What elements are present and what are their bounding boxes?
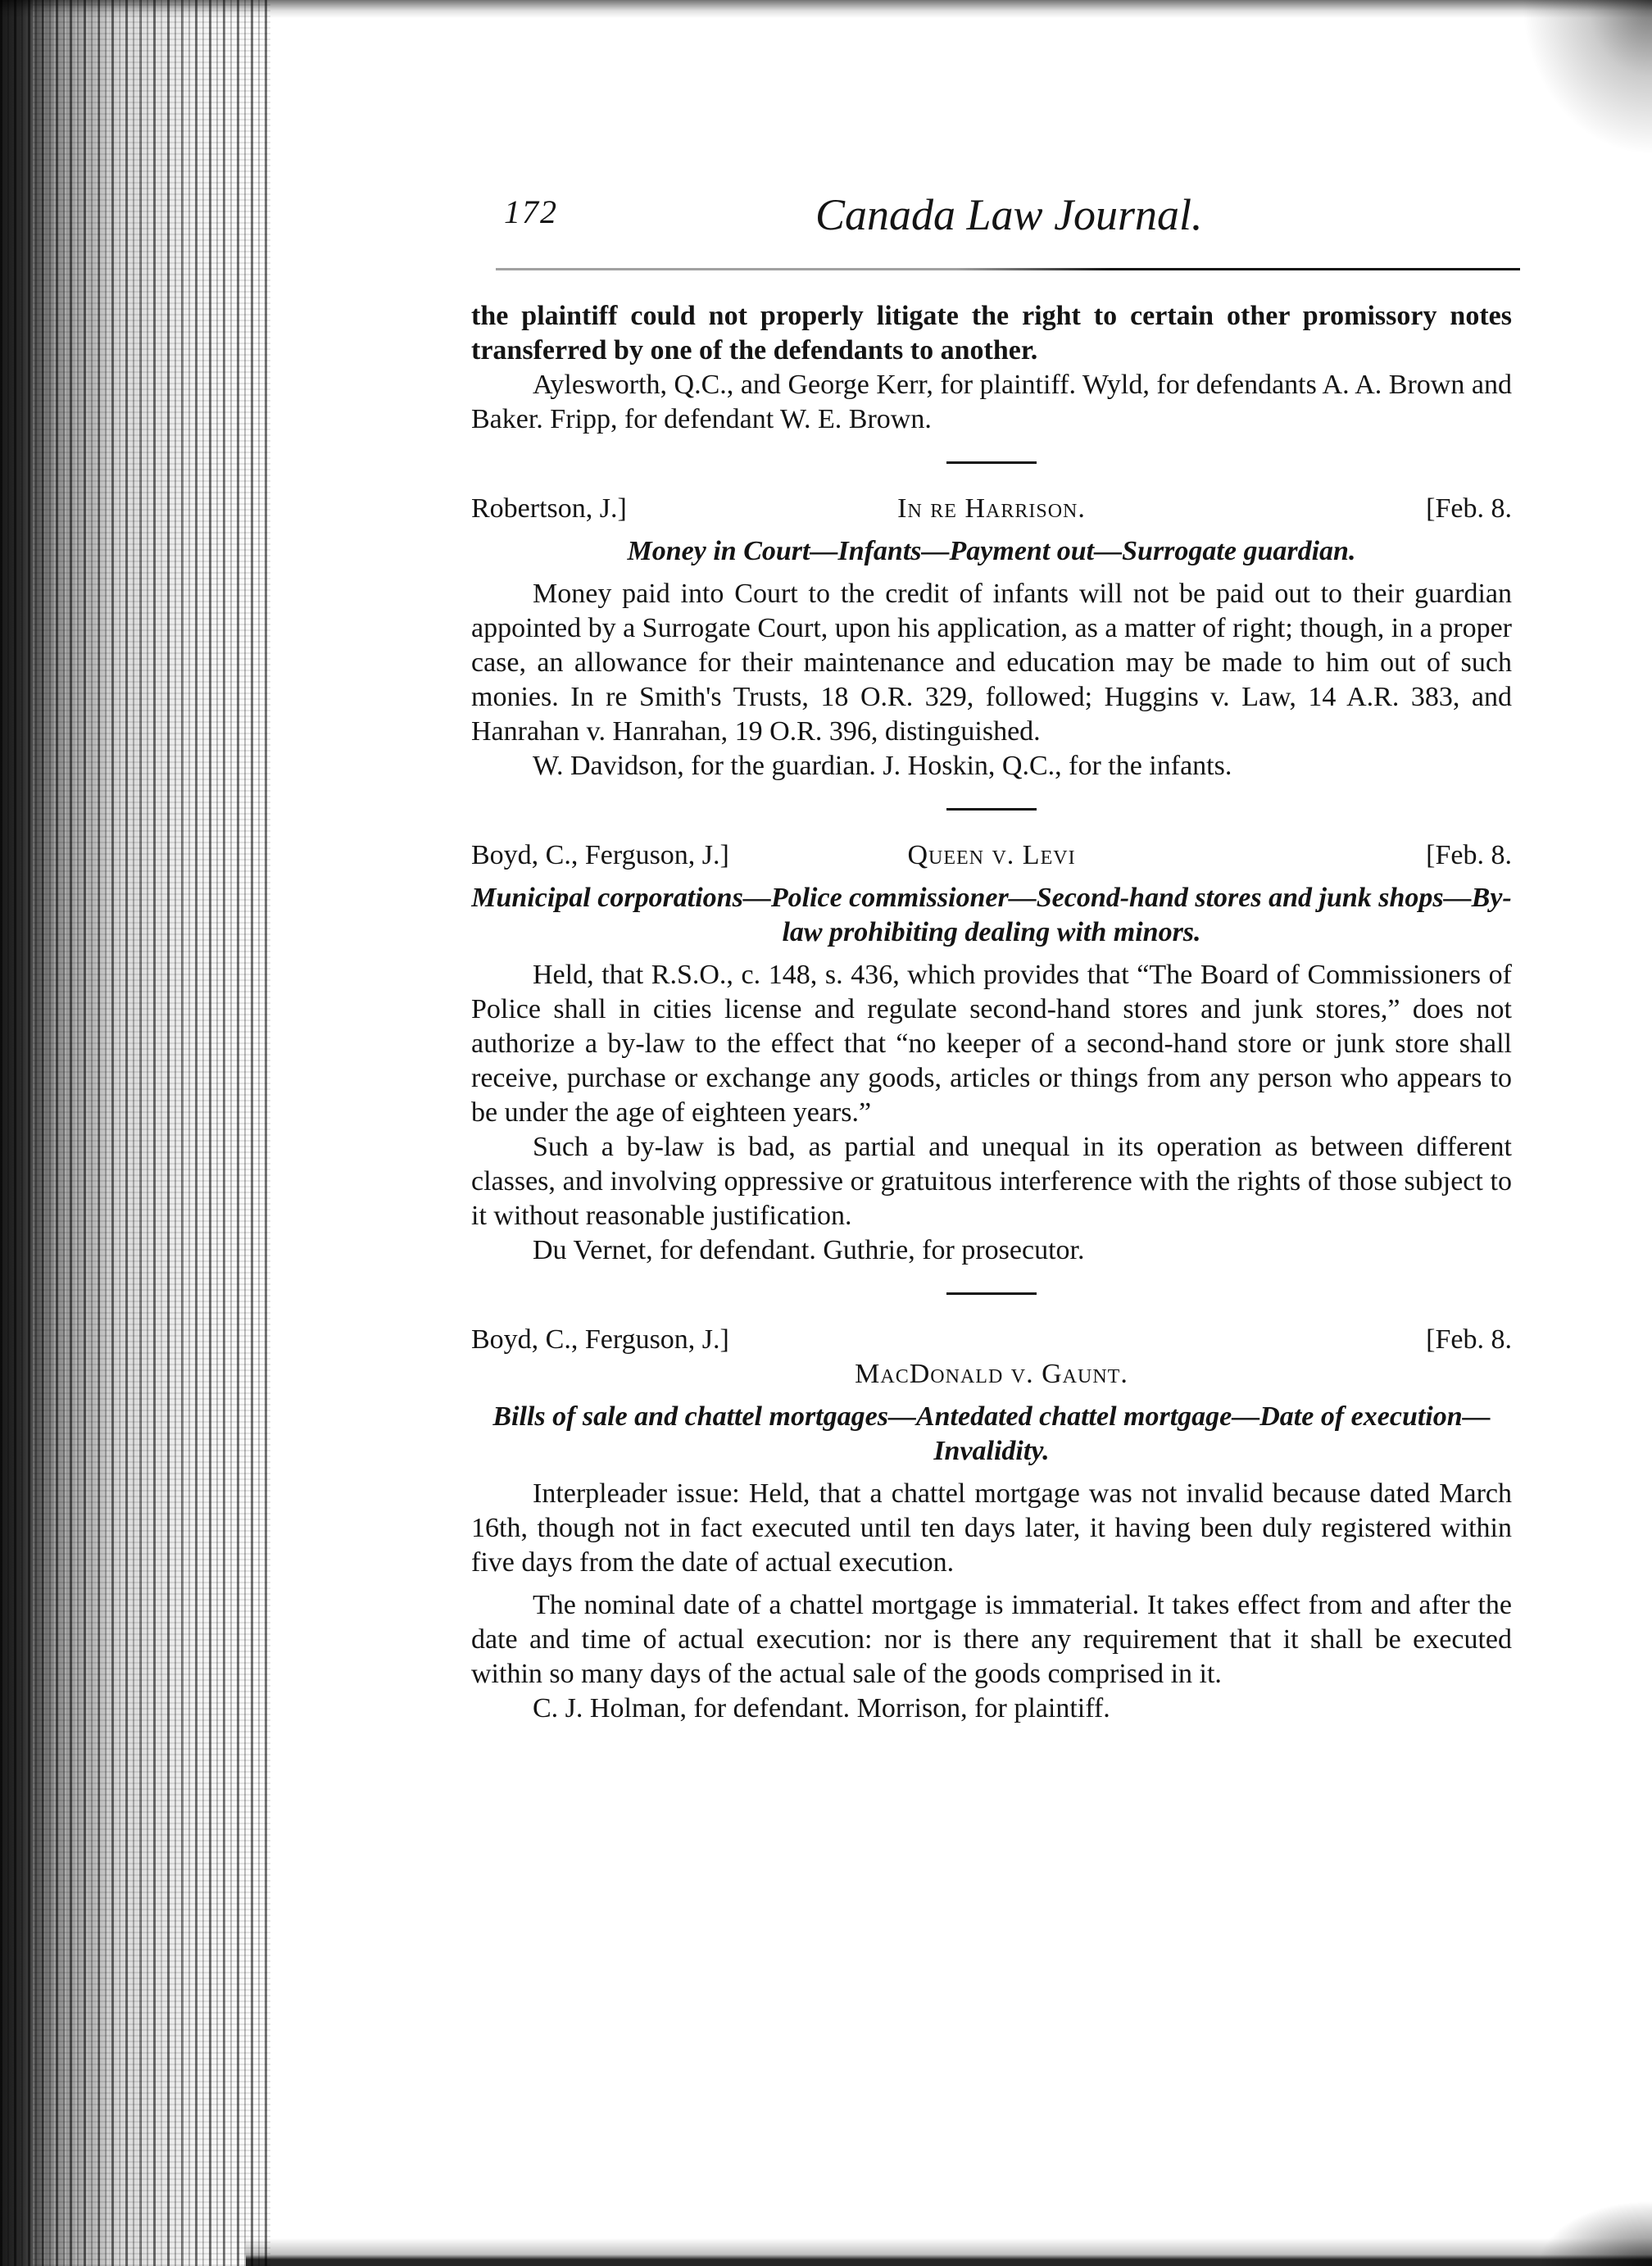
case-subject: Money in Court—Infants—Payment out—Surrogate guardian.: [627, 536, 1356, 566]
intro-counsel: Aylesworth, Q.C., and George Kerr, for plaintiff. Wyld, for defendants A. A. Brown and Baker. Fripp, for defendant W. E. Brown.: [471, 370, 1512, 434]
header-rule: [496, 268, 1520, 270]
section-separator: [946, 808, 1037, 811]
case-paragraph: Interpleader issue: Held, that a chattel mortgage was not invalid because dated March 16th, though not in fact executed until ten days later, it having been duly registered within five days from the date of actual execution.: [471, 1478, 1512, 1578]
case-judge: Boyd, C., Ferguson, J.]: [471, 840, 729, 870]
case-name: In re Harrison.: [897, 493, 1086, 524]
intro-paragraph: the plaintiff could not properly litigate the right to certain other promissory notes transferred by one of the defendants to another.: [471, 301, 1512, 366]
case-judge: Boyd, C., Ferguson, J.]: [471, 1324, 729, 1355]
page-number: 172: [504, 193, 558, 230]
case-heading: [471, 1323, 1512, 1393]
case-paragraph: Money paid into Court to the credit of infants will not be paid out to their guardian appointed by a Surrogate Court, upon his application, as a matter of right; though, in a proper case, an allowance for their maintenance and education may be made to him out of such monies. In re Smith's Trusts, 18 O.R. 329, followed; Huggins v. Law, 14 A.R. 383, and Hanrahan v. Hanrahan, 19 O.R. 396, distinguished.: [471, 579, 1512, 747]
case-counsel: Du Vernet, for defendant. Guthrie, for prosecutor.: [533, 1235, 1085, 1265]
case-subject: Municipal corporations—Police commissioner—Second-hand stores and junk shops—By-law prohibiting dealing with minors.: [471, 883, 1512, 947]
case-counsel: C. J. Holman, for defendant. Morrison, for plaintiff.: [533, 1693, 1110, 1723]
case-paragraph: The nominal date of a chattel mortgage is immaterial. It takes effect from and after the date and time of actual execution: nor is there any requirement that it shall be executed within so many days of the actual sale of the goods comprised in it.: [471, 1590, 1512, 1689]
case-counsel: W. Davidson, for the guardian. J. Hoskin, Q.C., for the infants.: [533, 751, 1232, 781]
case-date: [Feb. 8.: [1426, 1324, 1512, 1355]
journal-page: [471, 0, 1528, 2266]
case-date: [Feb. 8.: [1426, 840, 1512, 870]
scan-corner-shadow: [1521, 0, 1652, 156]
scan-noise: [33, 0, 270, 2266]
case-heading: [471, 838, 1512, 874]
case-judge: Robertson, J.]: [471, 493, 627, 524]
case-subject: Bills of sale and chattel mortgages—Antedated chattel mortgage—Date of execution—Invalidity.: [492, 1401, 1491, 1466]
scan-bottom-corner: [1537, 2200, 1652, 2266]
page-body: [471, 299, 1512, 1726]
case-report: [471, 838, 1512, 1268]
section-separator: [946, 461, 1037, 464]
case-name: MacDonald v. Gaunt.: [855, 1359, 1128, 1389]
case-date: [Feb. 8.: [1426, 493, 1512, 524]
case-paragraph: Such a by-law is bad, as partial and unequal in its operation as between different classes, and involving oppressive or gratuitous interference with the rights of those subject to it without reasonable justification.: [471, 1132, 1512, 1231]
case-heading: [471, 492, 1512, 528]
section-separator: [946, 1292, 1037, 1295]
case-paragraph: Held, that R.S.O., c. 148, s. 436, which provides that “The Board of Commissioners of Police shall in cities license and regulate second-hand stores and junk stores,” does not authorize a by-law to the effect that “no keeper of a second-hand store or junk store shall receive, purchase or exchange any goods, articles or things from any person who appears to be under the age of eighteen years.”: [471, 960, 1512, 1128]
case-report: [471, 1323, 1512, 1726]
case-report: [471, 492, 1512, 783]
running-title: Canada Law Journal.: [815, 190, 1203, 239]
case-name: Queen v. Levi: [907, 840, 1076, 870]
page-header: [471, 190, 1528, 250]
